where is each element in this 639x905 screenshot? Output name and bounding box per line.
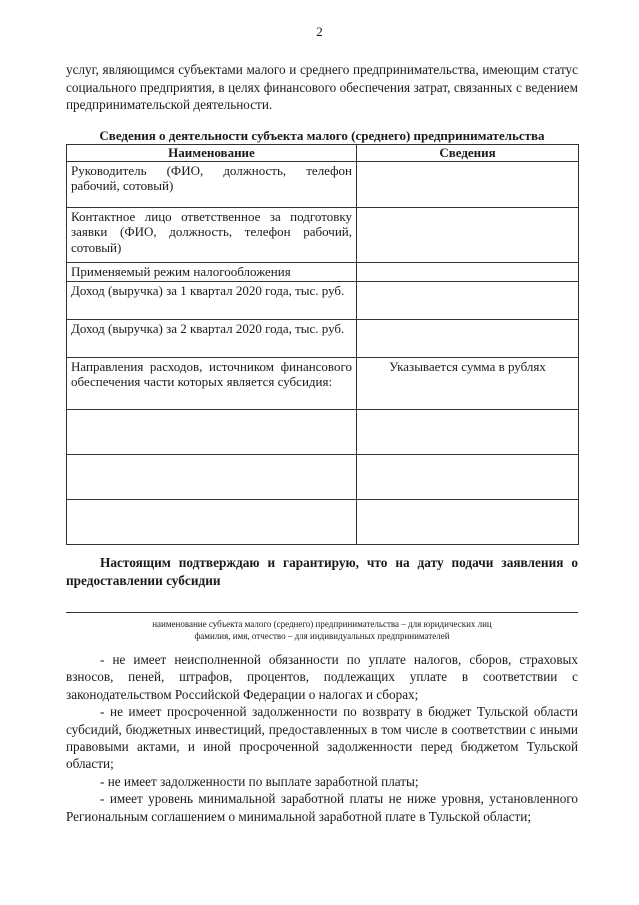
row-name-cell: Контактное лицо ответственное за подготовку заявки (ФИО, должность, телефон рабочий, сотовый)	[67, 207, 357, 262]
table-row	[67, 161, 579, 207]
table-title: Сведения о деятельности субъекта малого (среднего) предпринимательства	[99, 128, 545, 143]
table-row	[67, 409, 579, 454]
header-value: Сведения	[357, 145, 579, 162]
row-name-cell	[67, 454, 357, 499]
row-name-cell: Руководитель (ФИО, должность, телефон рабочий, сотовый)	[67, 161, 357, 207]
row-name-cell	[67, 499, 357, 544]
row-value-cell	[357, 262, 579, 281]
table-row	[67, 207, 579, 262]
activity-info-table	[66, 144, 579, 545]
signature-caption-line1: наименование субъекта малого (среднего) предпринимательства – для юридических лиц	[152, 619, 492, 629]
table-row	[67, 454, 579, 499]
row-value-cell	[357, 499, 579, 544]
table-row	[67, 319, 579, 357]
row-name-cell	[67, 409, 357, 454]
signature-caption	[66, 618, 578, 642]
table-row	[67, 499, 579, 544]
table-row	[67, 357, 579, 409]
condition-item: - не имеет неисполненной обязанности по уплате налогов, сборов, страховых взносов, пеней, штрафов, процентов, подлежащих уплате в соответствии с законодательством Российской Федерации о налогах и сборах;	[66, 652, 578, 702]
row-value-cell	[357, 161, 579, 207]
page-number: 2	[316, 24, 323, 39]
header-name: Наименование	[67, 145, 357, 162]
row-value-cell	[357, 454, 579, 499]
condition-item: - не имеет задолженности по выплате заработной платы;	[100, 773, 419, 789]
table-row	[67, 262, 579, 281]
row-value-cell: Указывается сумма в рублях	[357, 357, 579, 409]
row-name-cell: Доход (выручка) за 2 квартал 2020 года, тыс. руб.	[67, 319, 357, 357]
condition-item: - имеет уровень минимальной заработной платы не ниже уровня, установленного Региональным соглашением о минимальной заработной плате в Тульской области;	[66, 791, 578, 824]
row-name-cell: Доход (выручка) за 1 квартал 2020 года, тыс. руб.	[67, 281, 357, 319]
row-value-cell	[357, 281, 579, 319]
row-value-cell	[357, 207, 579, 262]
row-name-cell: Применяемый режим налогообложения	[67, 262, 357, 281]
row-value-cell	[357, 409, 579, 454]
intro-paragraph: услуг, являющимся субъектами малого и среднего предпринимательства, имеющим статус социального предприятия, в целях финансового обеспечения затрат, связанных с ведением предпринимательской деятельности.	[66, 62, 578, 112]
table-row	[67, 281, 579, 319]
table-body	[67, 161, 579, 544]
condition-item: - не имеет просроченной задолженности по возврату в бюджет Тульской области субсидий, бюджетных инвестиций, предоставленных в том числе в соответствии с иными правовыми актами, и иной просроченной задолженности перед бюджетом Тульской области;	[66, 704, 578, 772]
signature-line	[66, 612, 578, 613]
confirmation-heading: Настоящим подтверждаю и гарантирую, что на дату подачи заявления о предоставлении субсидии	[66, 555, 578, 588]
conditions-list	[66, 651, 578, 825]
signature-caption-line2: фамилия, имя, отчество – для индивидуальных предпринимателей	[194, 631, 450, 641]
row-value-cell	[357, 319, 579, 357]
row-name-cell: Направления расходов, источником финансового обеспечения части которых является субсидия:	[67, 357, 357, 409]
table-header-row	[67, 145, 579, 162]
